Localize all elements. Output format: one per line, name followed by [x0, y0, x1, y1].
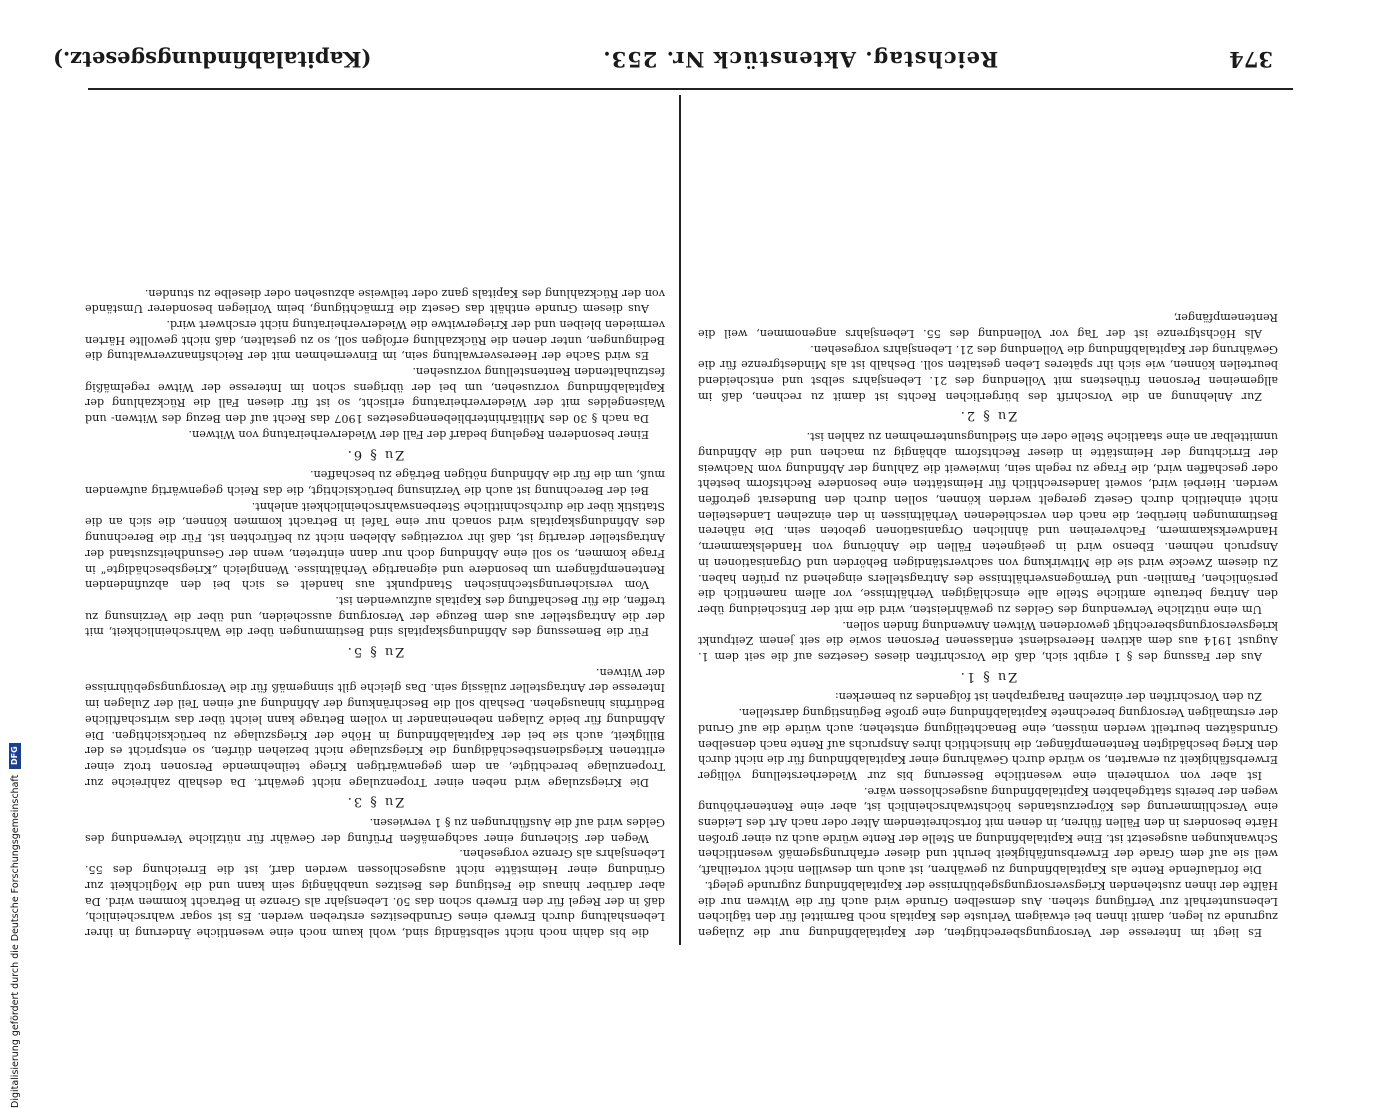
paragraph: Einer besonderen Regelung bedarf der Fall der Wiederverheiratung von Witwen.: [188, 427, 649, 441]
paragraph: Die fortlaufende Rente als Kapitalabfindung zu gewähren, ist auch um deswillen nicht vorteilhaft, weil sie auf dem Grade der Erwerbsunfähigkeit beruht und dieser erfahrungsgemäß wesentlichen Schwankungen ausgesetzt ist. Eine Kapitalabfindung an Stelle der Rente würde auch zu einer großen Härte besonders in den Fällen führen, in denen mit fortschreitendem Alter oder nach Art des Leidens eine Verschlimmerung des Körperzustandes höchstwahrscheinlich ist, aber eine Rentenerhöhung wegen der bereits stattgehabten Kapitalabfindung ausgeschlossen wäre.: [698, 784, 1278, 877]
paragraph: Aus diesem Grunde enthält das Gesetz die Ermächtigung, beim Vorliegen besonderer Umstände von der Rückzahlung des Kapitals ganz oder teilweise abzusehen oder dieselbe zu stunden.: [85, 286, 665, 316]
credit-text: Digitalisierung gefördert durch die Deutsche Forschungsgemeinschaft: [9, 774, 21, 1108]
paragraph: Es liegt im Interesse der Versorgungsberechtigten, der Kapitalabfindung nur die Zulagen zugrunde zu legen, damit ihnen bei etwaigem Verluste des Kapitals noch Barmittel für den täglichen Lebensunterhalt zur Verfügung stehen. Aus demselben Grunde wird auch für die Witwen nur die Hälfte der ihnen zustehenden Kriegsversorgungsgebührnisse der Kapitalabfindung zugrunde gelegt.: [698, 878, 1278, 939]
section-heading: Zu § 6.: [345, 446, 405, 462]
paragraph: Zur Anlehnung an die Vorschrift des bürgerlichen Rechts ist damit zu rechnen, daß im allgemeinen Personen frühestens mit Vollendung des 21. Lebensjahrs selbst und entscheidend beurteilen können, wie sich ihr späteres Leben gestalten soll. Deshalb ist als Mindestgrenze für die Gewährung der Kapitalabfindung die Vollendung des 21. Lebensjahrs vorgesehen.: [698, 342, 1278, 403]
page-subtitle: (Kapitalabfindungsgesetz.): [53, 47, 372, 73]
right-column: [85, 95, 665, 940]
section-heading: Zu § 3.: [345, 794, 405, 810]
paragraph: Um eine nützliche Verwendung des Geldes zu gewährleisten, wird die mit der Entscheidung über den Antrag betraute amtliche Stelle alle einschlägigen Verhältnisse, vor allem namentlich die persönlichen, Familien- und Vermögensverhältnisse des Antragstellers eingehend zu prüfen haben. Zu diesem Zwecke wird sie die Mitwirkung von sachverständigen Behörden und Organisationen in Anspruch nehmen. Ebenso wird in geeigneten Fällen die Anhörung von Handelskammern, Handwerkskammern, Fachvereinen und ähnlichen Organisationen geboten sein. Die näheren Bestimmungen hierüber, die nach den verschiedenen Verhältnissen in den einzelnen Landesteilen nicht einheitlich durch Gesetz geregelt werden können, sollen durch den Bundesrat getroffen werden. Hierbei wird, soweit landesrechtlich für Heimstätten eine besondere Rechtsform besteht oder geschaffen wird, die Frage zu regeln sein, inwieweit die Zahlung der Abfindung vom Nachweis der Errichtung der Heimstätte in dieser Rechtsform abhängig zu machen und die Abfindung unmittelbar an eine staatliche Stelle oder ein Siedlungsunternehmen zu zahlen ist.: [698, 430, 1278, 616]
left-column: [698, 95, 1278, 940]
paragraph: die bis dahin noch nicht selbständig sind, wohl kaum noch eine wesentliche Änderung in ihrer Lebenshaltung durch Erwerb eines Grundbesitzes erstreben werden. Es ist sogar wahrscheinlich, daß in der Regel für den Erwerb schon das 50. Lebensjahr als Grenze in Betracht kommen wird. Da aber darüber hinaus die Festigung des Besitzes unabhängig sein kann und die Möglichkeit zur Gründung einer Heimstätte nicht ausgeschlossen werden darf, ist die Erreichung des 55. Lebensjahrs als Grenze vorgesehen.: [85, 847, 665, 939]
paragraph: Vom versicherungstechnischen Standpunkt aus handelt es sich bei den abzufindenden Rentenempfängern um besondere und eigenartige Verhältnisse. Wenngleich „Kriegsbeschädigte“ in Frage kommen, so soll eine Abfindung doch nur dann eintreten, wenn der Gesundheitszustand der Antragsteller derartig ist, daß ihr vorzeitiges Ableben nicht zu befürchten ist. Für die Berechnung des Abfindungskapitals wird sonach nur eine Tafel in Betracht kommen können, die sich an die Statistik über die durchschnittliche Sterbenswahrscheinlichkeit anlehnt.: [85, 499, 665, 592]
paragraph: Da nach § 30 des Militärhinterbliebenengesetzes 1907 das Recht auf den Bezug des Witwen- und Waisengeldes mit der Wiederverheiratung erlischt, so ist für diesen Fall die Rückzahlung der Kapitalabfindung vorzusehen, um bei der übrigens schon im Interesse der Witwe regelmäßig festzuhaltenden Rentenstellung vorzusehen.: [85, 365, 665, 426]
page-number: 374: [1229, 47, 1273, 73]
paragraph: Wegen der Sicherung einer sachgemäßen Prüfung der Gewähr für nützliche Verwendung des Geldes wird auf die Ausführungen zu § 1 verwiesen.: [85, 816, 665, 845]
section-heading: Zu § 2.: [958, 408, 1018, 424]
paragraph: Es wird Sache der Heeresverwaltung sein, im Einvernehmen mit der Reichsfinanzverwaltung die Bedingungen, unter denen die Rückzahlung erfolgen soll, so zu gestalten, daß nicht gewollte Härten vermieden bleiben und der Kriegerwitwe die Wiederverheiratung nicht erschwert wird.: [85, 317, 665, 363]
paragraph: Zu den Vorschriften der einzelnen Paragraphen ist folgendes zu bemerken:: [834, 690, 1262, 704]
column-divider: [679, 95, 681, 945]
dfg-logo-icon: DFG: [9, 743, 21, 769]
paragraph: Die Kriegszulage wird neben einer Tropenzulage nicht gewährt. Da deshalb zahlreiche zur Tropenzulage berechtigte, an dem gegenwärtigen Kriege teilnehmende Personen trotz einer erlittenen Kriegsdienstbeschädigung die Kriegszulage nicht beziehen dürfen, so entspricht es der Billigkeit, auch sie bei der Kapitalabfindung in Höhe der Kriegszulage zu berücksichtigen. Die Abfindung für beide Zulagen nebeneinander in vollem Betrage kann leicht über das wirtschaftliche Bedürfnis hinausgehen. Deshalb soll die Beschränkung der Abfindung auf einen Teil der Zulagen im Interesse der Antragsteller zulässig sein. Das gleiche gilt sinngemäß für die Versorgungsgebührnisse der Witwen.: [85, 665, 665, 789]
section-heading: Zu § 1.: [958, 668, 1018, 684]
section-heading: Zu § 5.: [345, 644, 405, 660]
paragraph: Ist aber von vornherein eine wesentliche Besserung bis zur Wiederherstellung völliger Erwerbsfähigkeit zu erwarten, so würde durch Gewährung einer Kapitalabfindung für die nicht durch den Krieg beschädigten Rentenempfänger, die hinsichtlich ihres Anspruchs auf Rente nach denselben Grundsätzen beurteilt werden müssen, eine Benachteiligung entstehen; auch würde die auf Grund der erstmaligen Versorgung berechnete Kapitalabfindung eine große Begünstigung darstellen.: [698, 706, 1278, 782]
paragraph: Aus der Fassung des § 1 ergibt sich, daß die Vorschriften dieses Gesetzes auf die seit dem 1. August 1914 aus dem aktiven Heeresdienst entlassenen Personen sowie die seit jenem Zeitpunkt kriegsversorgungsberechtigt gewordenen Witwen Anwendung finden sollen.: [698, 618, 1278, 664]
page-header: [53, 40, 1273, 80]
paragraph: Für die Bemessung des Abfindungskapitals sind Bestimmungen über die Wahrscheinlichkeit, mit der die Antragsteller aus dem Bezuge der Versorgung ausscheiden, und über die Verzinsung zu treffen, die für Beschaffung des Kapitals aufzuwenden ist.: [85, 593, 665, 639]
paragraph: Als Höchstgrenze ist der Tag vor Vollendung des 55. Lebensjahrs angenommen, weil die Rentenempfänger,: [698, 311, 1278, 340]
header-rule: [88, 88, 1293, 90]
paragraph: Bei der Berechnung ist auch die Verzinsung berücksichtigt, die das Reich gegenwärtig aufwenden muß, um die für die Abfindung nötigen Beträge zu beschaffen.: [85, 468, 665, 498]
digitization-credit: [7, 508, 23, 1108]
page-title: Reichstag. Aktenstück Nr. 253.: [602, 47, 999, 73]
